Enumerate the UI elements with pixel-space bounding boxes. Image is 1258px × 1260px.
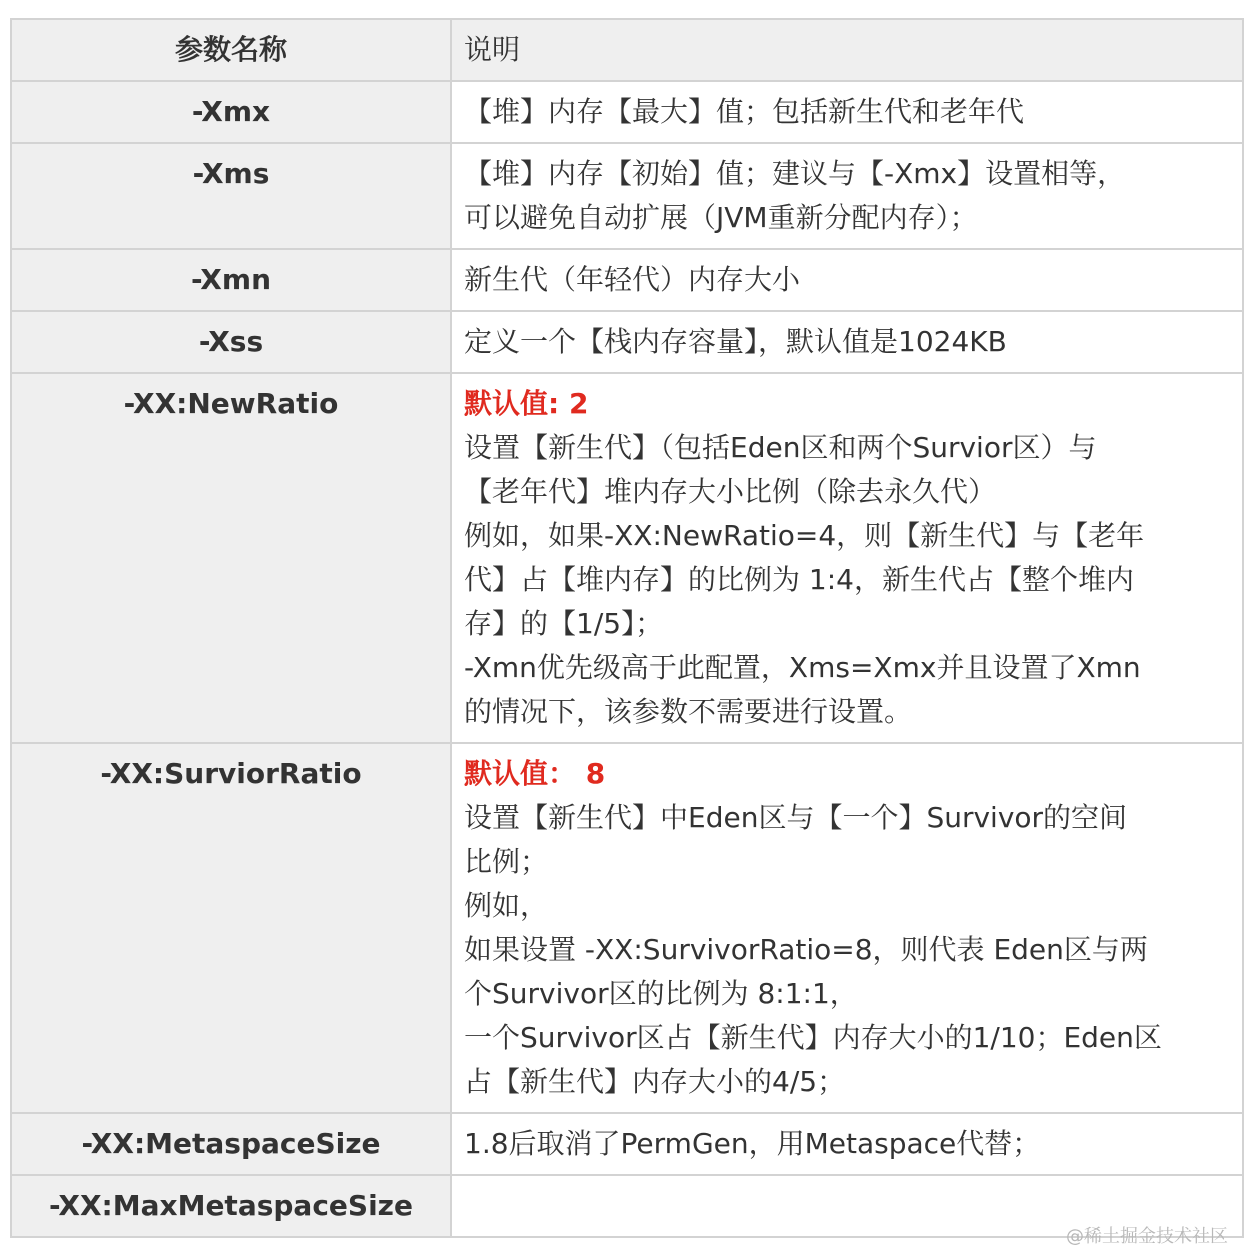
description-line: 一个Survivor区占【新生代】内存大小的1/10；Eden区 [464,1021,1162,1054]
description-line: 比例； [464,845,549,878]
default-value-label: 默认值: 2 [464,387,589,420]
param-name: -Xms [11,143,451,249]
description-line: 占【新生代】内存大小的4/5； [464,1065,846,1098]
description-line: 新生代（年轻代）内存大小 [464,263,801,296]
param-name: -XX:SurviorRatio [11,743,451,1113]
description-line: 代】占【堆内存】的比例为 1:4，新生代占【整个堆内 [464,563,1134,596]
param-name: -XX:MaxMetaspaceSize [11,1175,451,1237]
table-row [11,311,1243,373]
param-description [451,373,1243,743]
table-row [11,143,1243,249]
description-line: 例如， [464,889,549,922]
param-name: -Xmn [11,249,451,311]
param-description [451,249,1243,311]
description-line: 例如，如果-XX:NewRatio=4，则【新生代】与【老年 [464,519,1145,552]
header-param-name: 参数名称 [11,19,451,81]
table-row [11,743,1243,1113]
description-line: 个Survivor区的比例为 8:1:1， [464,977,858,1010]
jvm-params-table [10,18,1244,1238]
description-line: 存】的【1/5】； [464,607,664,640]
param-description [451,311,1243,373]
description-line: 【老年代】堆内存大小比例（除去永久代） [464,475,997,508]
table-row [11,249,1243,311]
description-line: 可以避免自动扩展（JVM重新分配内存）； [464,201,978,234]
table-row [11,373,1243,743]
param-name: -Xmx [11,81,451,143]
header-description: 说明 [451,19,1243,81]
default-value-label: 默认值： 8 [464,757,606,790]
description-line: 1.8后取消了PermGen，用Metaspace代替； [464,1127,1041,1160]
param-description [451,143,1243,249]
param-name: -XX:NewRatio [11,373,451,743]
description-line: 定义一个【栈内存容量】，默认值是1024KB [464,325,1007,358]
description-line: -Xmn优先级高于此配置，Xms=Xmx并且设置了Xmn [464,651,1141,684]
param-description [451,81,1243,143]
table-row [11,1113,1243,1175]
description-line: 【堆】内存【最大】值；包括新生代和老年代 [464,95,1025,128]
description-line: 设置【新生代】（包括Eden区和两个Survior区）与 [464,431,1097,464]
description-line: 设置【新生代】中Eden区与【一个】Survivor的空间 [464,801,1128,834]
watermark: @稀土掘金技术社区 [1066,1226,1228,1247]
table-row [11,1175,1243,1237]
param-name: -Xss [11,311,451,373]
table-row [11,81,1243,143]
param-description [451,1113,1243,1175]
param-description [451,743,1243,1113]
param-name: -XX:MetaspaceSize [11,1113,451,1175]
table-header-row [11,19,1243,81]
description-line: 的情况下，该参数不需要进行设置。 [464,695,913,728]
description-line: 【堆】内存【初始】值；建议与【-Xmx】设置相等， [464,157,1126,190]
description-line: 如果设置 -XX:SurvivorRatio=8，则代表 Eden区与两 [464,933,1148,966]
